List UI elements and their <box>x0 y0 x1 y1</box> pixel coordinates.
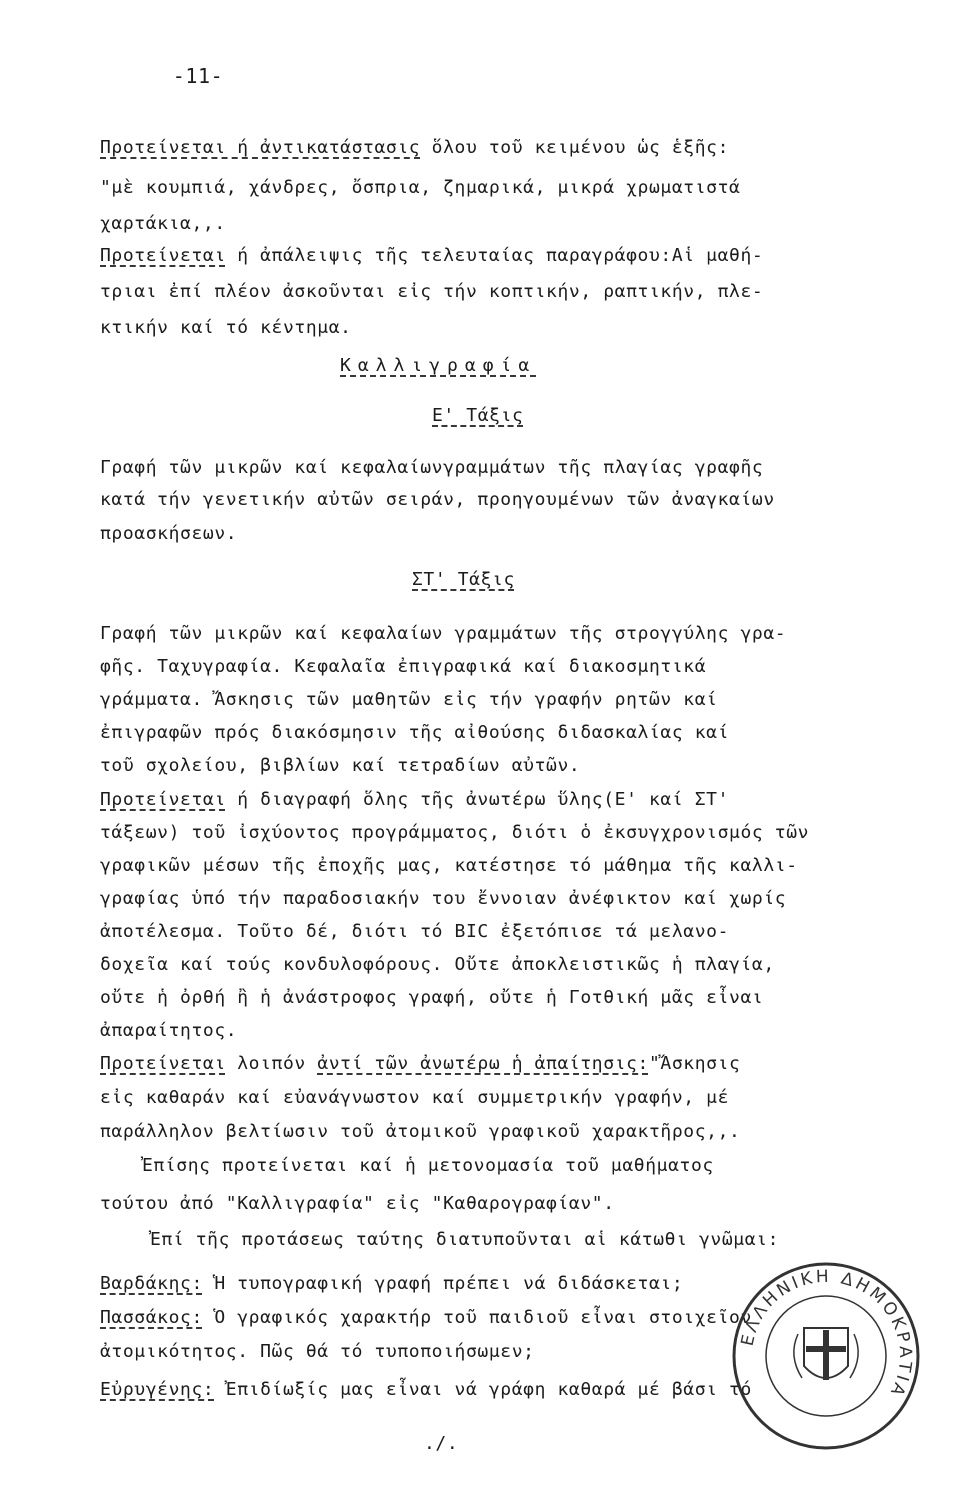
line-text: χαρτάκια,,. <box>100 213 226 234</box>
line-text: γραφίας ὑπό τήν παραδοσιακήν του ἔννοιαν ἀνέφικτον καί χωρίς <box>100 888 787 909</box>
text-line-15 <box>100 688 920 712</box>
heading-text: Καλλιγραφία <box>340 355 537 376</box>
underlined-phrase: ἀντί τῶν ἀνωτέρω ἡ ἀπαίτησις: <box>317 1053 649 1074</box>
line-text: κτικήν καί τό κέντημα. <box>100 317 352 338</box>
underlined-phrase: Προτείνεται <box>100 1053 226 1074</box>
text-line-2 <box>100 176 920 200</box>
class-heading-e <box>432 404 632 428</box>
class-heading-st <box>412 568 632 592</box>
line-text: εἰς καθαράν καί εὐανάγνωστον καί συμμετρικήν γραφήν, μέ <box>100 1087 730 1108</box>
speaker-name: Πασσάκος: <box>100 1307 203 1328</box>
text-line-24 <box>100 986 920 1010</box>
text-line-30 <box>100 1192 920 1216</box>
text-line-5 <box>100 280 920 304</box>
text-line-25 <box>100 1019 920 1043</box>
underlined-phrase: Προτείνεται <box>100 245 226 266</box>
line-text: τάξεων) τοῦ ἰσχύοντος προγράμματος, διότι ὁ ἐκσυγχρονισμός τῶν <box>100 822 810 843</box>
text-line-14 <box>100 655 920 679</box>
text-line-6 <box>100 316 920 340</box>
coat-of-arms-icon <box>794 1328 858 1380</box>
speaker-name: Βαρδάκης: <box>100 1273 203 1294</box>
text-line-26 <box>100 1052 920 1076</box>
line-text: τοῦ σχολείου, βιβλίων καί τετραδίων αὐτῶν. <box>100 755 581 776</box>
line-text: Γραφή τῶν μικρῶν καί κεφαλαίων γραμμάτων τῆς στρογγύλης γρα- <box>100 623 787 644</box>
text-line-23 <box>100 953 920 977</box>
line-text: ή ἀπάλειψις τῆς τελευταίας παραγράφου:Αἱ μαθή- <box>225 245 764 266</box>
text-line-20 <box>100 854 920 878</box>
line-text: ἐπιγραφῶν πρός διακόσμησιν τῆς αἰθούσης διδασκαλίας καί <box>100 722 730 743</box>
continuation-mark: ./. <box>424 1433 459 1454</box>
line-text: λοιπόν <box>225 1053 318 1074</box>
line-text: ἀποτέλεσμα. Τοῦτο δέ, διότι τό BIC ἐξετόπισε τά μελανο- <box>100 921 730 942</box>
text-line-13 <box>100 622 920 646</box>
section-heading-calligraphy <box>340 354 700 378</box>
line-text: οὔτε ἡ ὀρθή ἢ ἡ ἀνάστροφος γραφή, οὔτε ἡ Γοτθική μᾶς εἶναι <box>100 987 764 1008</box>
text-line-19 <box>100 821 920 845</box>
line-text: Ἐπίσης προτείνεται καί ἡ μετονομασία τοῦ μαθήματος <box>142 1155 714 1176</box>
speaker-name: Εὐρυγένης: <box>100 1379 215 1400</box>
line-text: Ἐπιδίωξίς μας εἶναι νά γράφη καθαρά μέ βάσι τό <box>214 1379 752 1400</box>
text-line-10 <box>100 488 920 512</box>
text-line-29 <box>142 1154 922 1178</box>
text-line-28 <box>100 1120 920 1144</box>
line-text: "Ἄσκησις <box>648 1053 741 1074</box>
line-text: ἀπαραίτητος. <box>100 1020 238 1041</box>
text-line-4 <box>100 244 920 268</box>
line-text: Γραφή τῶν μικρῶν καί κεφαλαίωνγραμμάτων τῆς πλαγίας γραφῆς <box>100 457 764 478</box>
text-line-1 <box>100 136 920 160</box>
line-text: Ἡ τυπογραφική γραφή πρέπει νά διδάσκεται; <box>202 1273 684 1294</box>
line-text: ἀτομικότητος. Πῶς θά τό τυποποιήσωμεν; <box>100 1341 535 1362</box>
line-text: γράμματα. Ἄσκησις τῶν μαθητῶν εἰς τήν γραφήν ρητῶν καί <box>100 689 718 710</box>
line-text: δοχεῖα καί τούς κονδυλοφόρους. Οὔτε ἀποκλειστικῶς ἡ πλαγία, <box>100 954 775 975</box>
line-text: Ὁ γραφικός χαρακτήρ τοῦ παιδιοῦ εἶναι στοιχεῖον <box>202 1307 752 1328</box>
heading-text: ΣΤ' Τάξις <box>412 569 515 590</box>
text-line-22 <box>100 920 920 944</box>
line-text: προασκήσεων. <box>100 523 238 544</box>
text-line-18 <box>100 788 920 812</box>
text-line-9 <box>100 456 920 480</box>
seal-text: ΕΛΛΗΝΙΚΗ ΔΗΜΟΚΡΑΤΙΑ <box>737 1266 916 1402</box>
text-line-3 <box>100 212 920 236</box>
line-text: ὅλου τοῦ κειμένου ὡς ἑξῆς: <box>420 137 730 158</box>
text-line-17 <box>100 754 920 778</box>
page-number: -11- <box>172 64 224 88</box>
text-line-11 <box>100 522 920 546</box>
line-text: παράλληλον βελτίωσιν τοῦ ἀτομικοῦ γραφικοῦ χαρακτῆρος,,. <box>100 1121 741 1142</box>
underlined-phrase: Προτείνεται <box>100 789 226 810</box>
line-text: "μὲ κουμπιά, χάνδρες, ὄσπρια, ζημαρικά, μικρά χρωματιστά <box>100 177 741 198</box>
official-seal-stamp <box>728 1258 924 1454</box>
heading-text: Ε' Τάξις <box>432 405 524 426</box>
line-text: κατά τήν γενετικήν αὐτῶν σειράν, προηγουμένων τῶν ἀναγκαίων <box>100 489 775 510</box>
text-line-27 <box>100 1086 920 1110</box>
underlined-phrase: Προτείνεται ή ἀντικατάστασις <box>100 137 421 158</box>
line-text: Ἐπί τῆς προτάσεως ταύτης διατυποῦνται αἱ κάτωθι γνῶμαι: <box>150 1229 780 1250</box>
line-text: τούτου ἀπό "Καλλιγραφία" εἰς "Καθαρογραφίαν". <box>100 1193 615 1214</box>
text-line-31 <box>150 1228 930 1252</box>
text-line-16 <box>100 721 920 745</box>
line-text: φῆς. Ταχυγραφία. Κεφαλαῖα ἐπιγραφικά καί διακοσμητικά <box>100 656 707 677</box>
line-text: ή διαγραφή ὅλης τῆς ἀνωτέρω ὕλης(Ε' καί ΣΤ' <box>225 789 730 810</box>
line-text: τριαι ἐπί πλέον ἀσκοῦνται εἰς τήν κοπτικήν, ραπτικήν, πλε- <box>100 281 764 302</box>
text-line-21 <box>100 887 920 911</box>
line-text: γραφικῶν μέσων τῆς ἐποχῆς μας, κατέστησε τό μάθημα τῆς καλλι- <box>100 855 798 876</box>
